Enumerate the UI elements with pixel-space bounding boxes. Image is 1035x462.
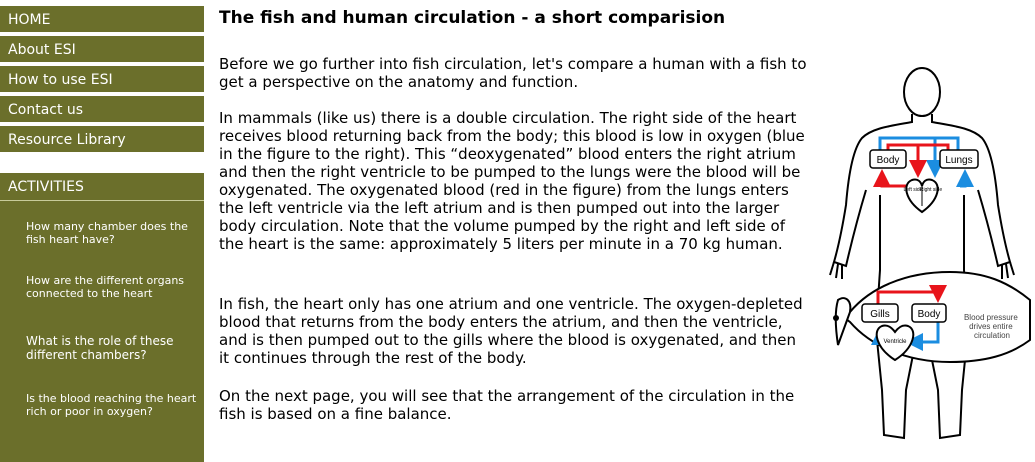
activity-link-role[interactable]: What is the role of these different chambers? — [26, 334, 174, 362]
fish-eye-icon — [833, 315, 839, 321]
nav-contact-us[interactable]: Contact us — [0, 96, 204, 124]
activity-link-oxygen[interactable]: Is the blood reaching the heart rich or poor in oxygen? — [26, 392, 197, 418]
page-title: The fish and human circulation - a short comparision — [219, 8, 726, 28]
next-page-paragraph: On the next page, you will see that the arrangement of the circulation in the fish is based on a fine balance. — [219, 387, 795, 423]
human-lungs-label: Lungs — [945, 155, 973, 166]
activities-heading: ACTIVITIES — [0, 173, 204, 201]
nav-resource-library[interactable]: Resource Library — [0, 126, 204, 154]
human-body-label: Body — [876, 155, 900, 166]
circulation-figure — [812, 60, 1034, 456]
intro-paragraph: Before we go further into fish circulation, let's compare a human with a fish to get a perspective on the anatomy and function. — [219, 55, 807, 91]
activity-link-organs[interactable]: How are the different organs connected to the heart — [26, 274, 185, 300]
human-blue-to-lungs — [960, 172, 965, 186]
heart-left-label: Left side — [903, 187, 923, 193]
nav-home[interactable]: HOME — [0, 6, 204, 34]
activity-link-chambers[interactable]: How many chamber does the fish heart have? — [26, 220, 188, 246]
human-outline — [830, 68, 1014, 438]
human-red-to-body — [882, 172, 910, 186]
fish-gills-label: Gills — [870, 309, 890, 320]
fish-note-label: Blood pressure drives entire circulation — [963, 313, 1018, 340]
nav-about-esi[interactable]: About ESI — [0, 36, 204, 64]
fish-body-label: Body — [917, 309, 941, 320]
activities-panel — [0, 173, 204, 462]
nav-how-to-use-esi[interactable]: How to use ESI — [0, 66, 204, 94]
fish-ventricle-label: Ventricle — [883, 339, 907, 345]
heart-right-label: Right side — [919, 187, 943, 193]
fish-paragraph: In fish, the heart only has one atrium and one ventricle. The oxygen-depleted blood that returns from the body enters the atrium, and then the ventricle, and is then pumped out to the gills where the blood is oxygenated, and then it continues through the rest of the body. — [219, 295, 803, 367]
mammal-paragraph: In mammals (like us) there is a double circulation. The right side of the heart receives blood returning back from the body; this blood is low in oxygen (blue in the figure to the right). This “deoxygenated” blood enters the right atrium and then the right ventricle to be pumped to the lungs were the blood will be oxygenated. The oxygenated blood (red in the figure) from the lungs enters the left ventricle via the left atrium and is then pumped out into the larger body circulation. Note that the volume pumped by the right and left side of the heart is the same: approximately 5 liters per minute in a 70 kg human. — [219, 109, 805, 253]
